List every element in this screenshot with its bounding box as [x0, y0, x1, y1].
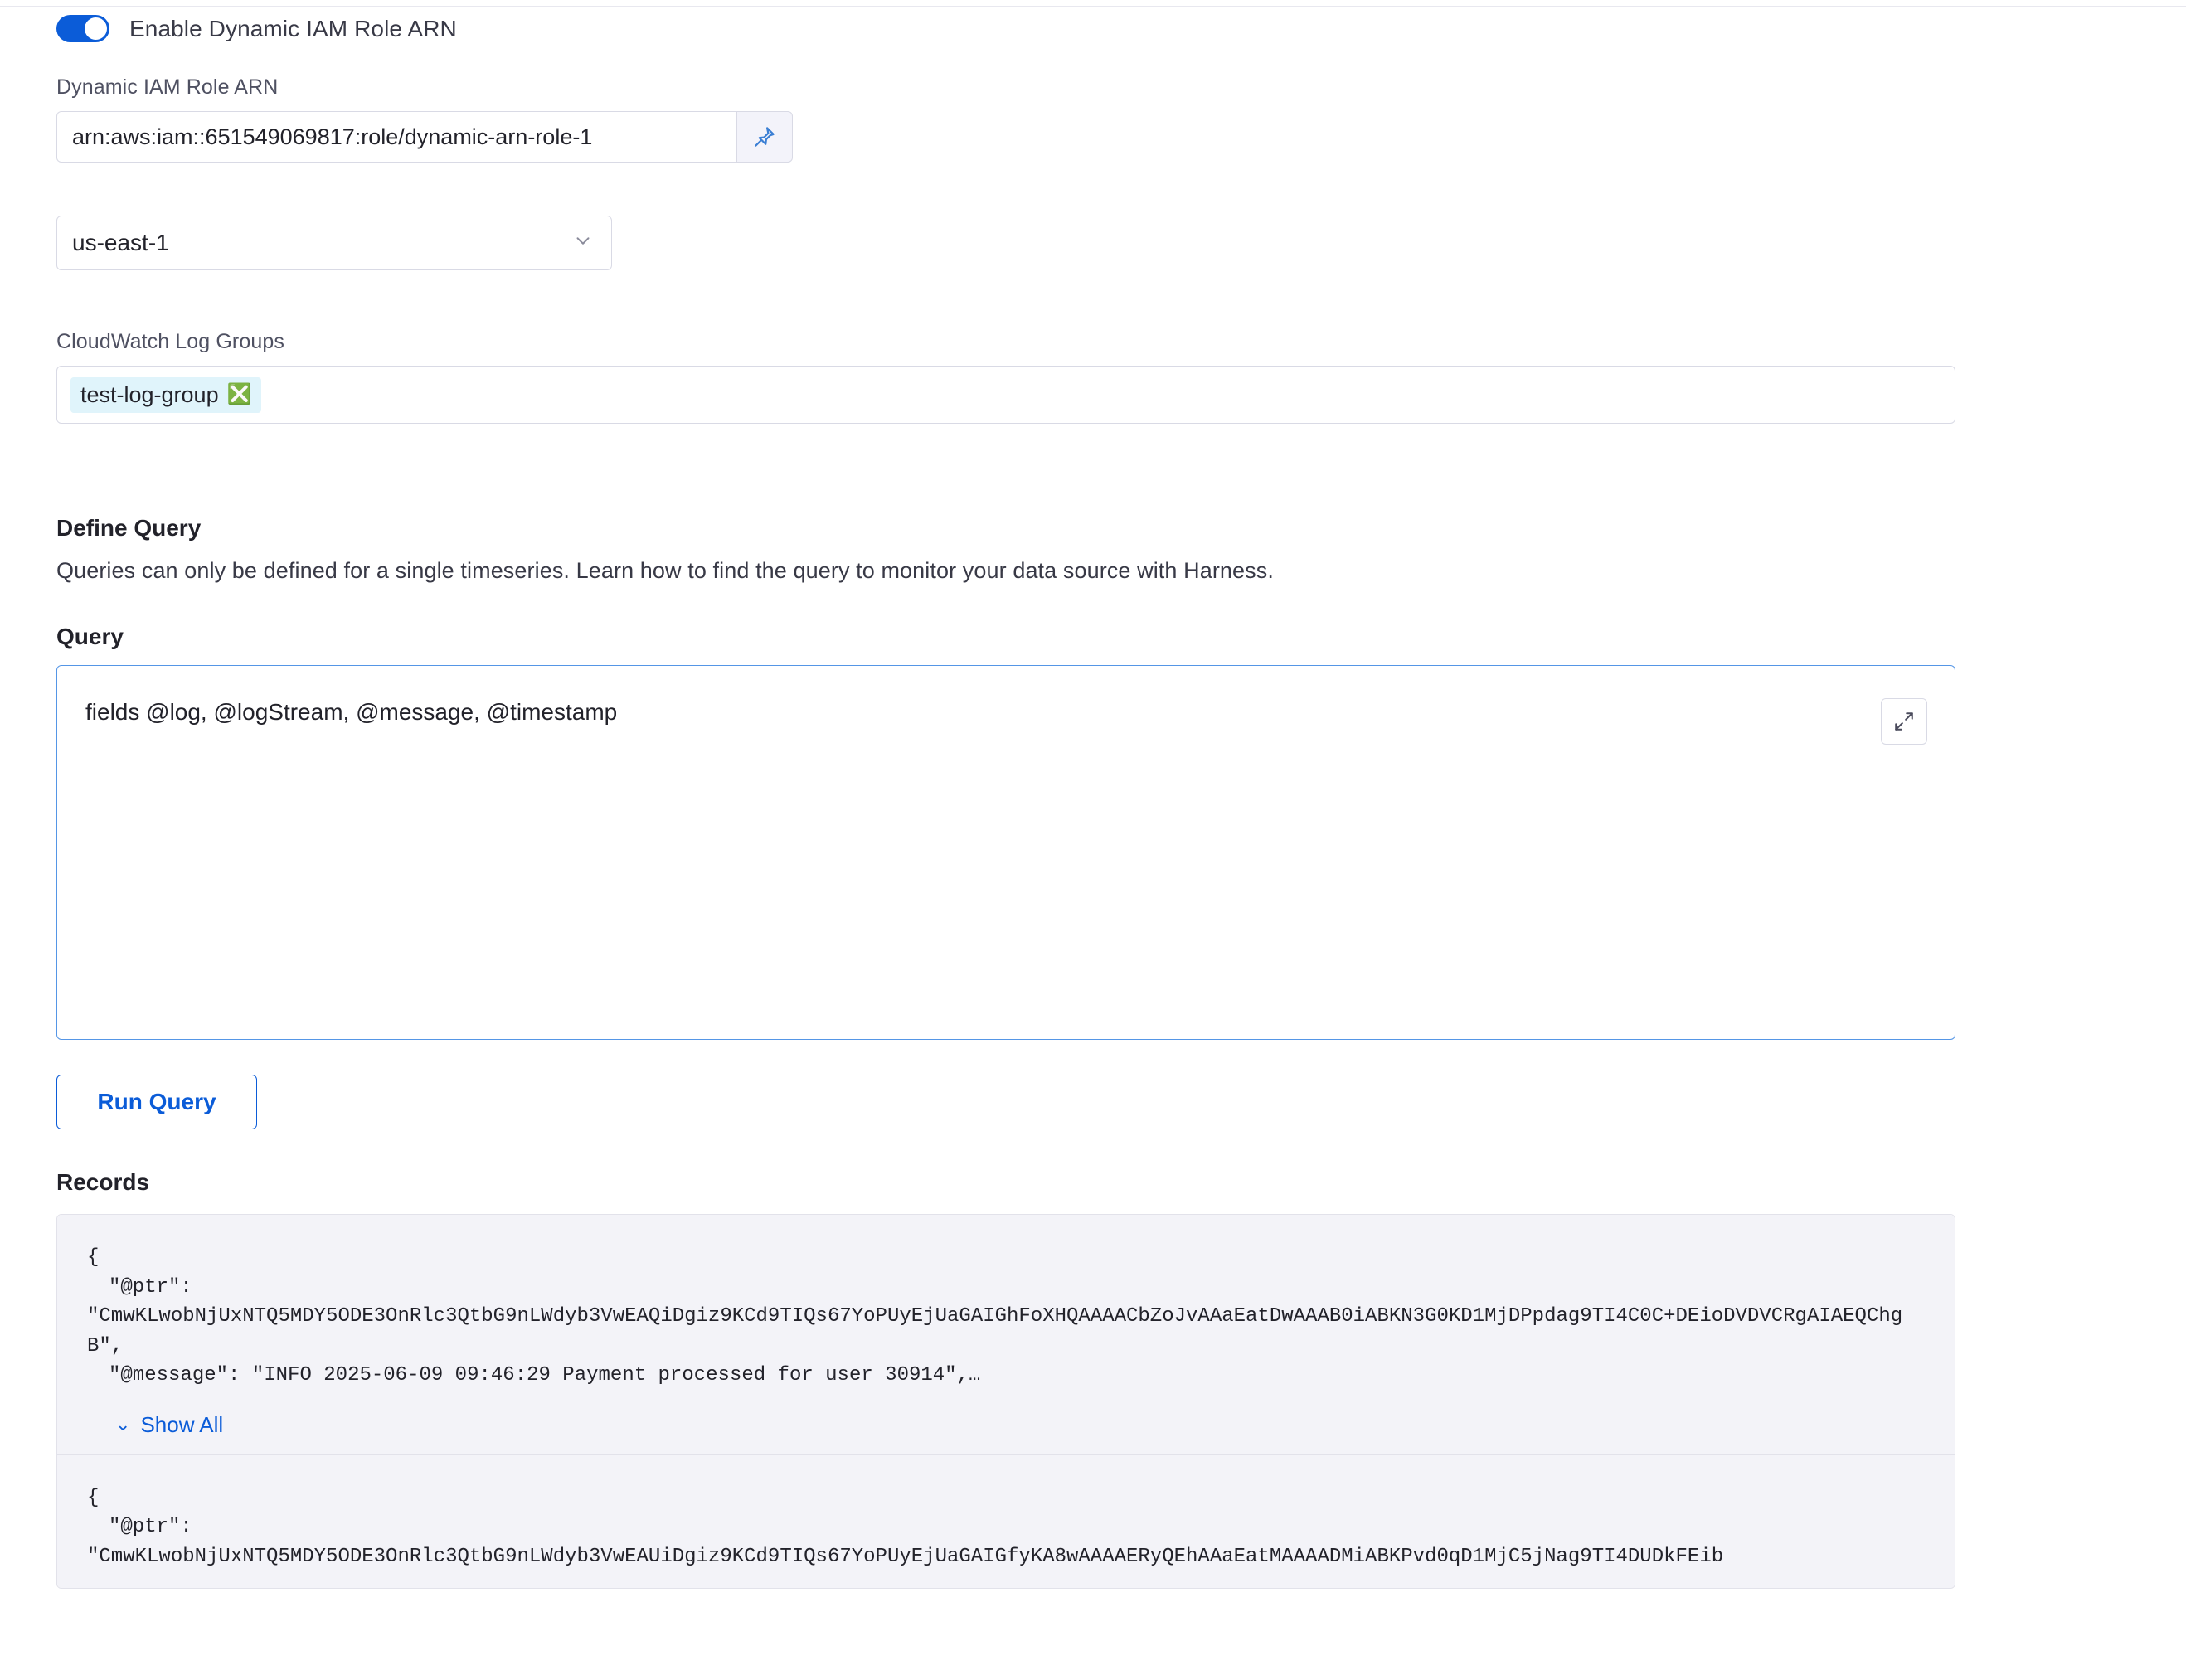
enable-dynamic-iam-toggle[interactable] — [56, 15, 109, 42]
close-icon[interactable]: ❎ — [226, 383, 252, 405]
record-message-value: "INFO 2025-06-09 09:46:29 Payment processed for user 30914",… — [251, 1364, 981, 1387]
chevron-double-down-icon: ⌄ — [115, 1414, 131, 1435]
run-query-button[interactable]: Run Query — [56, 1075, 257, 1129]
record-message-key: "@message": — [109, 1364, 240, 1387]
top-divider — [0, 0, 2186, 7]
record-json — [87, 1483, 1925, 1572]
query-editor-wrap — [56, 665, 1955, 1040]
query-label: Query — [56, 624, 124, 649]
record-open-brace: { — [87, 1246, 100, 1269]
define-query-description: Queries can only be defined for a single timeseries. Learn how to find the query to monitor your data source with Harness. — [56, 558, 1274, 583]
region-select-value: us-east-1 — [72, 230, 169, 255]
records-list — [56, 1214, 1955, 1589]
record-item — [57, 1455, 1955, 1589]
pin-icon[interactable] — [736, 111, 793, 163]
record-ptr-value: "CmwKLwobNjUxNTQ5MDY5ODE3OnRlc3QtbG9nLWdyb3VwEAQiDgiz9KCd9TIQs67YoPUyEjUaGAIGhFoXHQAAAACbZoJvAAaEatDwAAAB0iABKN3G0KD1MjDPpdag9TI4C0C+DEioDVDVCRgAIAEQChgB", — [87, 1305, 1903, 1357]
record-json — [87, 1243, 1925, 1391]
dynamic-arn-input[interactable] — [56, 111, 736, 163]
log-group-tag-label: test-log-group — [80, 381, 219, 407]
query-input[interactable] — [56, 665, 1955, 1040]
dynamic-iam-toggle-row — [56, 15, 1964, 42]
region-select[interactable] — [56, 216, 612, 270]
toggle-knob — [85, 17, 107, 40]
region-select-wrap — [56, 216, 612, 270]
record-item — [57, 1215, 1955, 1455]
dynamic-arn-field-group — [56, 111, 793, 163]
record-ptr-value: "CmwKLwobNjUxNTQ5MDY5ODE3OnRlc3QtbG9nLWdyb3VwEAUiDgiz9KCd9TIQs67YoPUyEjUaGAIGfyKA8wAAAAERyQEhAAaEatMAAAADMiABKPvd0qD1MjC5jNag9TI4DUDkFEib — [87, 1545, 1724, 1568]
record-ptr-key: "@ptr": — [109, 1275, 192, 1299]
record-ptr-key: "@ptr": — [109, 1516, 192, 1539]
log-group-tag[interactable] — [70, 377, 261, 413]
enable-dynamic-iam-label: Enable Dynamic IAM Role ARN — [129, 15, 457, 41]
form-content — [56, 15, 1964, 1589]
expand-icon[interactable] — [1881, 698, 1927, 745]
log-groups-label: CloudWatch Log Groups — [56, 330, 284, 353]
show-all-label: Show All — [140, 1411, 224, 1437]
show-all-button[interactable] — [115, 1412, 223, 1438]
records-title: Records — [56, 1169, 150, 1195]
record-open-brace: { — [87, 1486, 100, 1509]
dynamic-arn-label: Dynamic IAM Role ARN — [56, 75, 279, 99]
define-query-title: Define Query — [56, 515, 202, 541]
log-groups-input[interactable] — [56, 366, 1955, 424]
